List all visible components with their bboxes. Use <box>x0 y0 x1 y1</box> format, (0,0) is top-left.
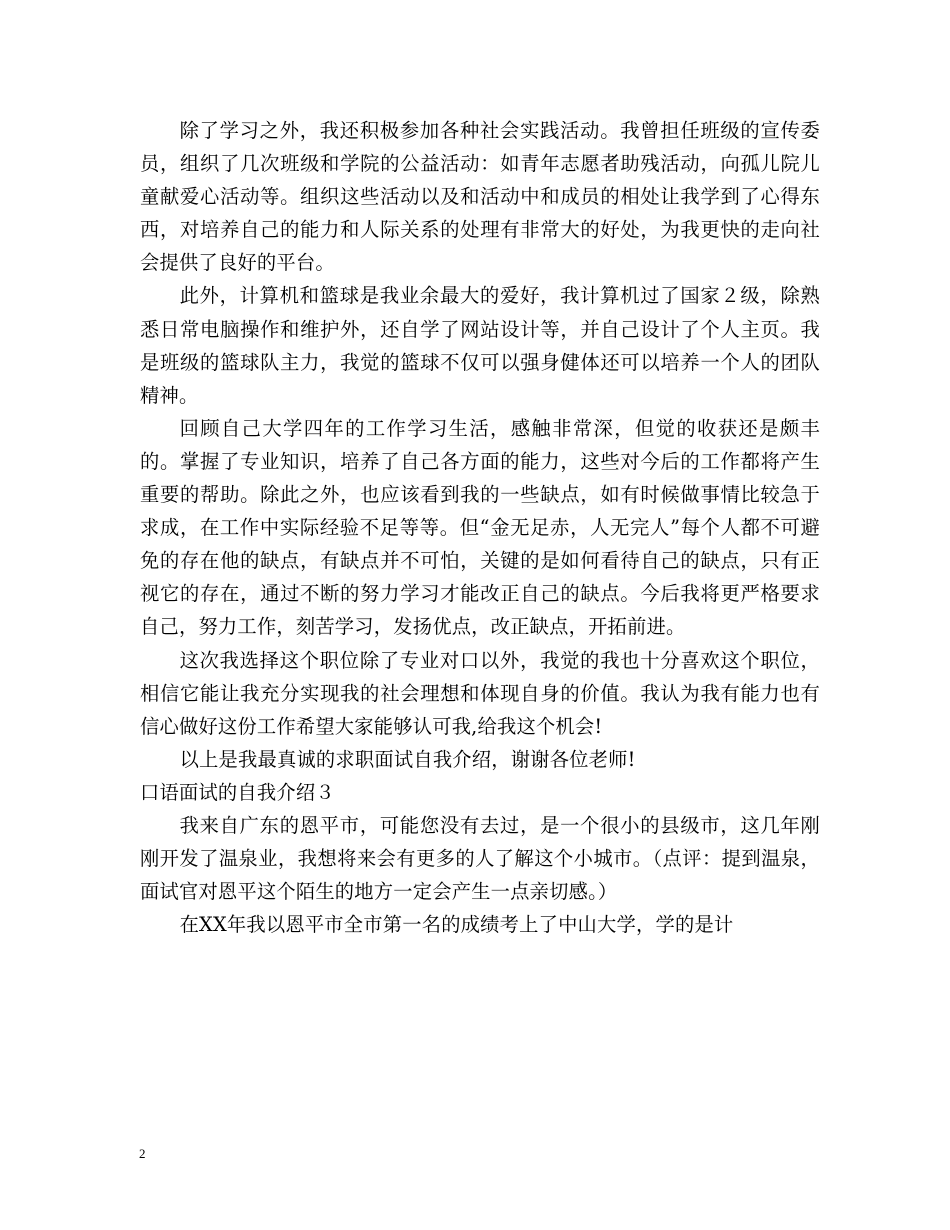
page-number: 2 <box>139 1146 146 1161</box>
paragraph-closing: 以上是我最真诚的求职面试自我介绍，谢谢各位老师! <box>179 747 636 771</box>
paragraph-social-activities: 除了学习之外，我还积极参加各种社会实践活动。我曾担任班级的宣传委员，组织了几次班级和学院的公益活动：如青年志愿者助残活动，向孤儿院儿童献爱心活动等。组织这些活动以及和活动中和成员的相处让我学到了心得东西，对培养自己的能力和人际关系的处理有非常大的好处，为我更快的走向社会提供了良好的平台。 <box>140 119 820 275</box>
paragraph-hometown: 我来自广东的恩平市，可能您没有去过，是一个很小的县级市，这几年刚刚开发了温泉业，我想将来会有更多的人了解这个小城市。（点评：提到温泉，面试官对恩平这个陌生的地方一定会产生一点亲切感。） <box>140 813 820 904</box>
paragraph-job-choice: 这次我选择这个职位除了专业对口以外，我觉的我也十分喜欢这个职位，相信它能让我充分实现我的社会理想和体现自身的价值。我认为我有能力也有信心做好这份工作希望大家能够认可我,给我这个机会! <box>140 648 820 738</box>
paragraph-review: 回顾自己大学四年的工作学习生活，感触非常深，但觉的收获还是颇丰的。掌握了专业知识，培养了自己各方面的能力，这些对今后的工作都将产生重要的帮助。除此之外，也应该看到我的一些缺点，如有时候做事情比较急于求成，在工作中实际经验不足等等。但“金无足赤，人无完人”每个人都不可避免的存在他的缺点，有缺点并不可怕，关键的是如何看待自己的缺点，只有正视它的存在，通过不断的努力学习才能改正自己的缺点。今后我将更严格要求自己，努力工作，刻苦学习，发扬优点，改正缺点，开拓前进。 <box>140 416 820 639</box>
document-body <box>140 114 820 941</box>
section-heading: 口语面试的自我介绍３ <box>140 780 335 804</box>
paragraph-university: 在XX年我以恩平市全市第一名的成绩考上了中山大学，学的是计 <box>179 913 734 937</box>
paragraph-hobbies: 此外，计算机和篮球是我业余最大的爱好，我计算机过了国家２级，除熟悉日常电脑操作和维护外，还自学了网站设计等，并自己设计了个人主页。我是班级的篮球队主力，我觉的篮球不仅可以强身健体还可以培养一个人的团队精神。 <box>140 284 820 407</box>
